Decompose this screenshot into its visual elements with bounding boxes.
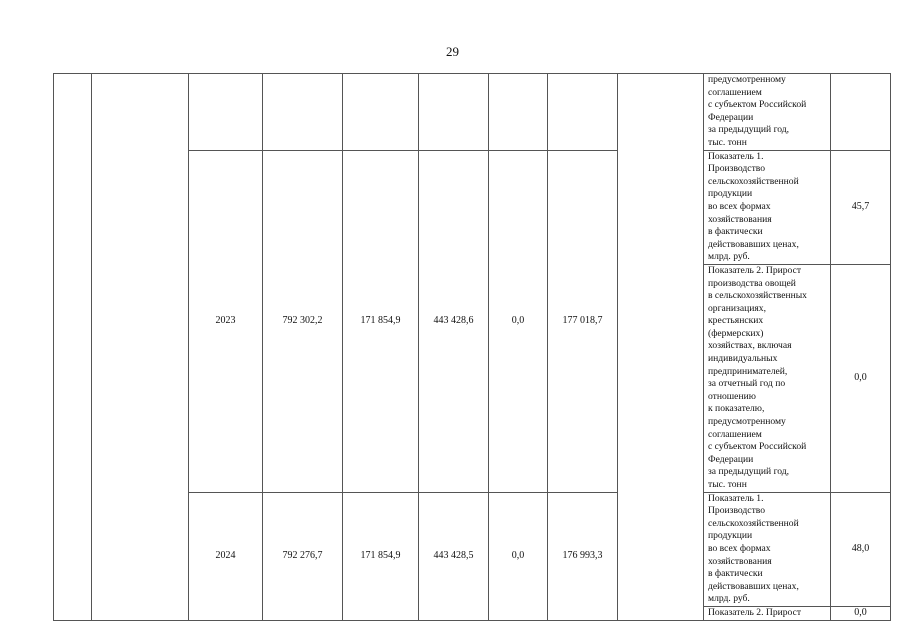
indicator-continuation: предусмотренному соглашением с субъектом Российской Федерации за предыдущий год, тыс. тонн [704, 74, 831, 151]
amount-cell: 171 854,9 [343, 492, 419, 620]
amount-cell: 0,0 [489, 492, 548, 620]
total-amount-cell: 792 302,2 [263, 150, 343, 492]
indicator-text: Показатель 2. Прирост производства овощей в сельскохозяйственных организациях, крестьянских (фермерских) хозяйствах, включая индивидуальных предпринимателей, за отчетный год по отношению к показателю, предусмотренному соглашением с субъектом Российской Федерации за предыдущий год, тыс. тонн [704, 264, 831, 492]
amount-cell: 443 428,5 [419, 492, 489, 620]
year-cell: 2024 [189, 492, 263, 620]
indicator-text: Показатель 1. Производство сельскохозяйственной продукции во всех формах хозяйствования в фактически действовавших ценах, млрд. руб. [704, 492, 831, 606]
empty-cell [548, 74, 618, 151]
empty-cell [189, 74, 263, 151]
amount-cell: 177 018,7 [548, 150, 618, 492]
empty-cell [54, 74, 92, 621]
empty-cell [263, 74, 343, 151]
budget-table [53, 73, 891, 621]
amount-cell: 171 854,9 [343, 150, 419, 492]
table-row [54, 74, 891, 151]
amount-cell: 443 428,6 [419, 150, 489, 492]
amount-cell: 176 993,3 [548, 492, 618, 620]
indicator-value: 0,0 [831, 606, 891, 620]
indicator-value: 48,0 [831, 492, 891, 606]
empty-cell [343, 74, 419, 151]
empty-cell [489, 74, 548, 151]
empty-cell [618, 74, 704, 621]
year-cell: 2023 [189, 150, 263, 492]
total-amount-cell: 792 276,7 [263, 492, 343, 620]
empty-cell [92, 74, 189, 621]
page-number: 29 [446, 44, 459, 59]
indicator-value: 45,7 [831, 150, 891, 264]
empty-cell [831, 74, 891, 151]
indicator-text: Показатель 2. Прирост [704, 606, 831, 620]
empty-cell [419, 74, 489, 151]
indicator-value: 0,0 [831, 264, 891, 492]
indicator-text: Показатель 1. Производство сельскохозяйственной продукции во всех формах хозяйствования в фактически действовавших ценах, млрд. руб. [704, 150, 831, 264]
budget-table-fragment [53, 73, 891, 621]
amount-cell: 0,0 [489, 150, 548, 492]
